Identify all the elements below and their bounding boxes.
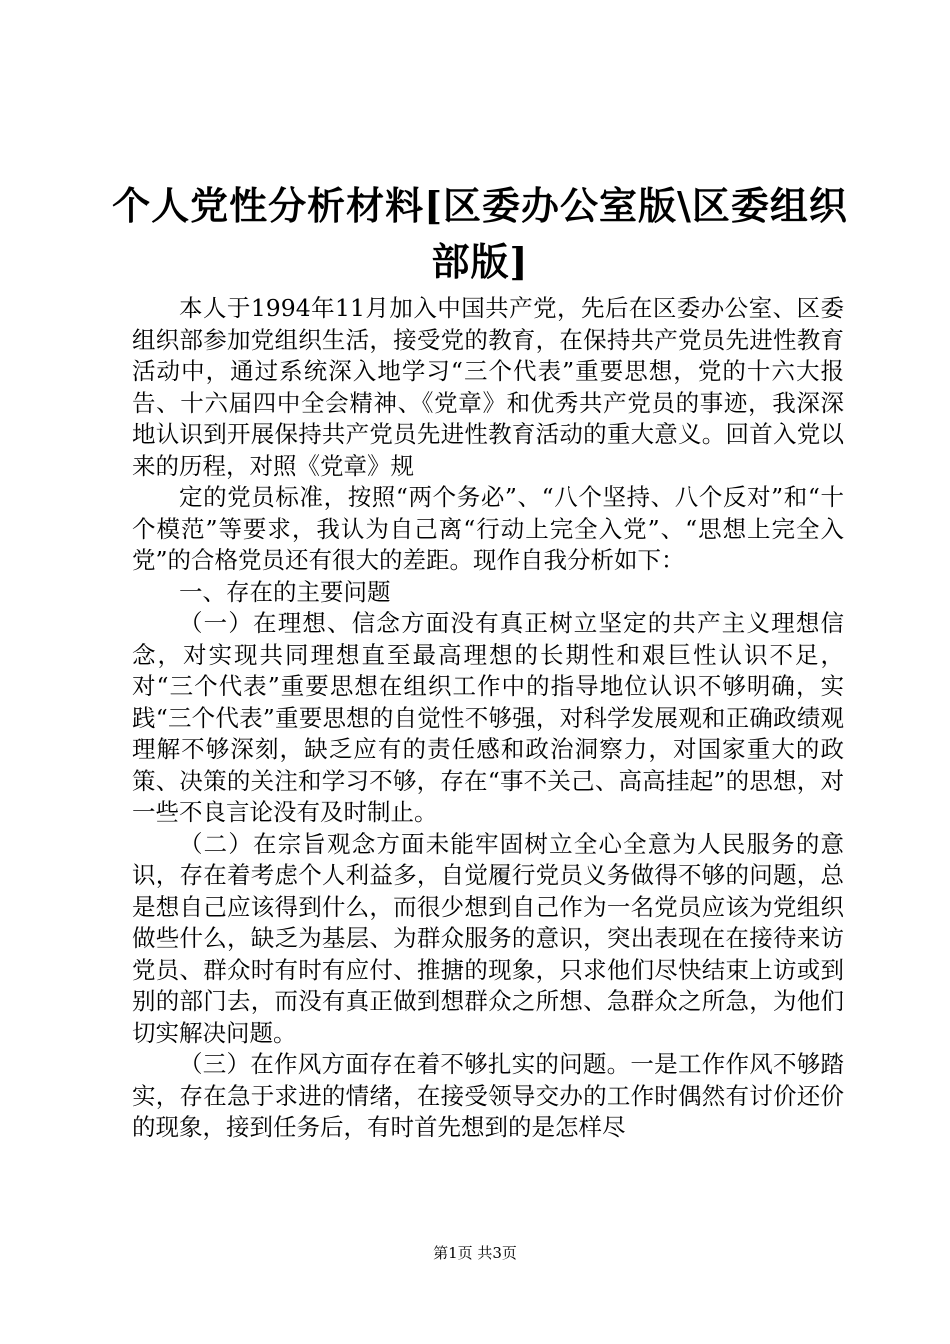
paragraph-standards: 定的党员标准，按照“两个务必”、“八个坚持、八个反对”和“十个模范”等要求，我认为自己离“行动上完全入党”、“思想上完全入党”的合格党员还有很大的差距。现作自我分析如下： xyxy=(132,483,844,574)
paragraph-item-3: （三）在作风方面存在着不够扎实的问题。一是工作作风不够踏实，存在急于求进的情绪，在接受领导交办的工作时偶然有讨价还价的现象，接到任务后，有时首先想到的是怎样尽 xyxy=(132,1050,844,1141)
paragraph-intro: 本人于1994年11月加入中国共产党，先后在区委办公室、区委组织部参加党组织生活，接受党的教育，在保持共产党员先进性教育活动中，通过系统深入地学习“三个代表”重要思想，党的十六大报告、十六届四中全会精神、《党章》和优秀共产党员的事迹，我深深地认识到开展保持共产党员先进性教育活动的重大意义。回首入党以来的历程，对照《党章》规 xyxy=(132,294,844,480)
document-title: 个人党性分析材料[区委办公室版\区委组织部版] xyxy=(112,183,848,284)
page-footer: 第1页 共3页 xyxy=(433,1244,517,1262)
document-body xyxy=(132,293,844,1144)
section-heading-problems: 一、存在的主要问题 xyxy=(179,577,391,606)
paragraph-item-2: （二）在宗旨观念方面未能牢固树立全心全意为人民服务的意识，存在着考虑个人利益多，自觉履行党员义务做得不够的问题，总是想自己应该得到什么，而很少想到自己作为一名党员应该为党组织做些什么，缺乏为基层、为群众服务的意识，突出表现在在接待来访党员、群众时有时有应付、推搪的现象，只求他们尽快结束上访或到别的部门去，而没有真正做到想群众之所想、急群众之所急，为他们切实解决问题。 xyxy=(132,829,844,1047)
paragraph-item-1: （一）在理想、信念方面没有真正树立坚定的共产主义理想信念，对实现共同理想直至最高理想的长期性和艰巨性认识不足，对“三个代表”重要思想在组织工作中的指导地位认识不够明确，实践“三个代表”重要思想的自觉性不够强，对科学发展观和正确政绩观理解不够深刻，缺乏应有的责任感和政治洞察力，对国家重大的政策、决策的关注和学习不够，存在“事不关己、高高挂起”的思想，对一些不良言论没有及时制止。 xyxy=(132,609,844,826)
